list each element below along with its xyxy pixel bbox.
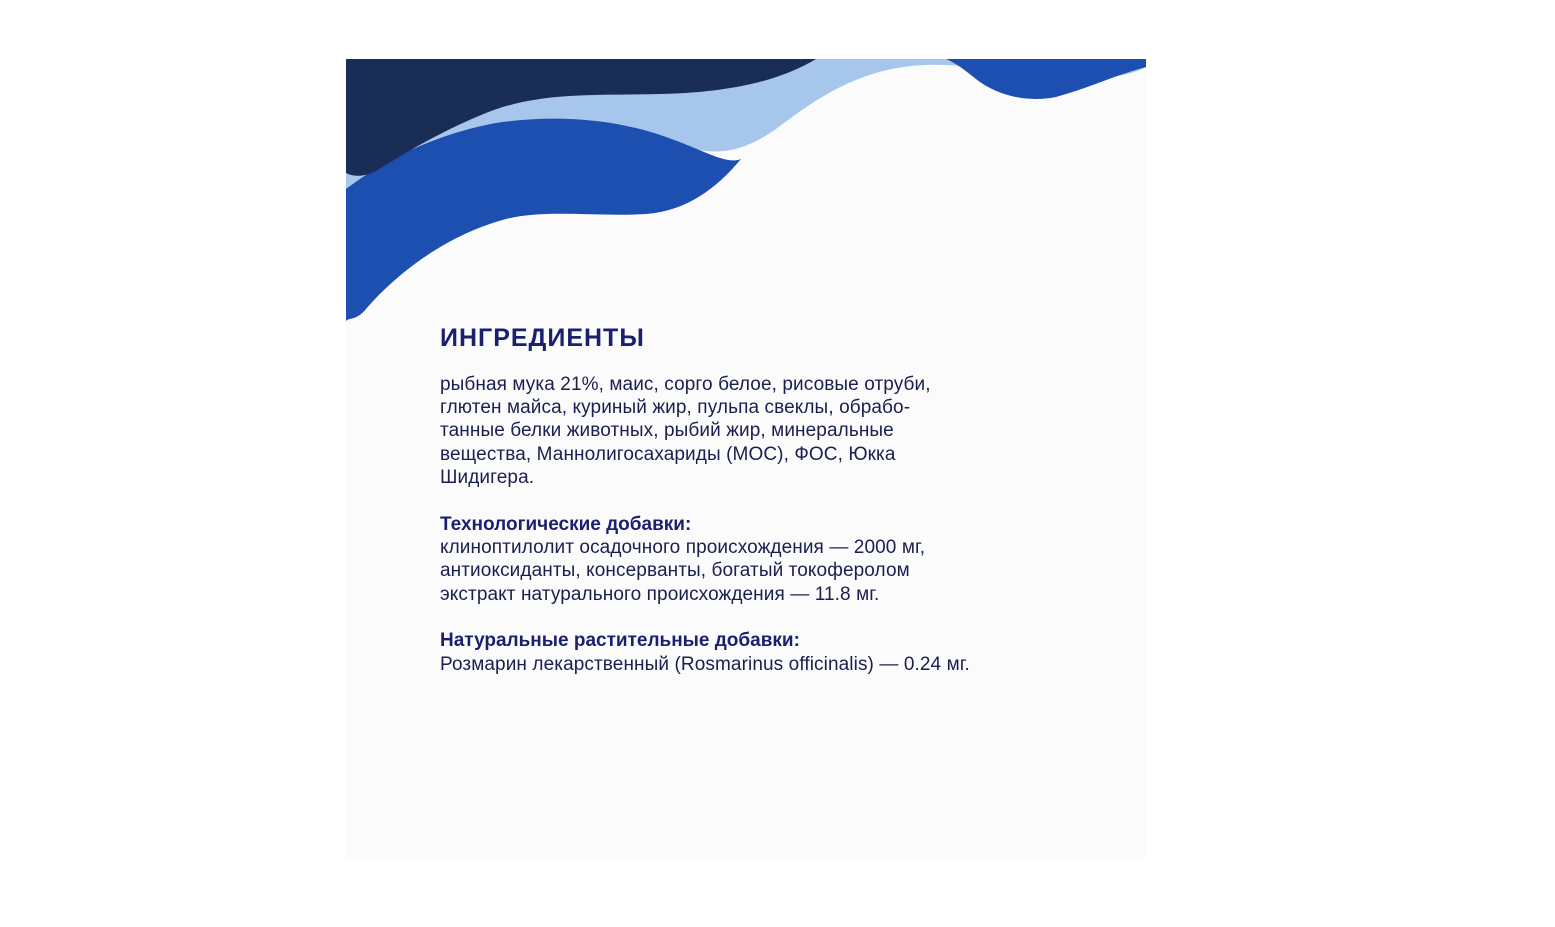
plant-additives-line: Розмарин лекарственный (Rosmarinus officinalis) — 0.24 мг. [440,653,970,675]
tech-additives-title: Технологические добавки: [440,513,692,535]
tech-additives-line: клиноптилолит осадочного происхождения — 2000 мг, [440,536,926,558]
tech-additives-line: антиоксиданты, консерванты, богатый токоферолом [440,560,910,582]
plant-additives-section [440,629,1100,676]
ingredients-line: рыбная мука 21%, маис, сорго белое, рисовые отруби, [440,373,931,395]
ingredients-line: вещества, Маннолигосахариды (МОС), ФОС, Юкка [440,443,896,465]
ingredients-content [440,325,1100,676]
ingredients-list [440,373,1100,490]
tech-additives-list [440,536,1100,606]
wave-royal-blue-right [946,59,1146,99]
ingredients-line: танные белки животных, рыбий жир, минеральные [440,420,894,442]
ingredients-card [346,59,1146,859]
plant-additives-list [440,653,1100,676]
decorative-waves [346,59,1146,359]
ingredients-line: Шидигера. [440,467,535,489]
tech-additives-line: экстракт натурального происхождения — 11.8 мг. [440,583,880,605]
ingredients-heading: ИНГРЕДИЕНТЫ [440,324,645,352]
ingredients-line: глютен майса, куриный жир, пульпа свеклы, обрабо- [440,396,911,418]
tech-additives-section [440,513,1100,607]
plant-additives-title: Натуральные растительные добавки: [440,630,800,652]
